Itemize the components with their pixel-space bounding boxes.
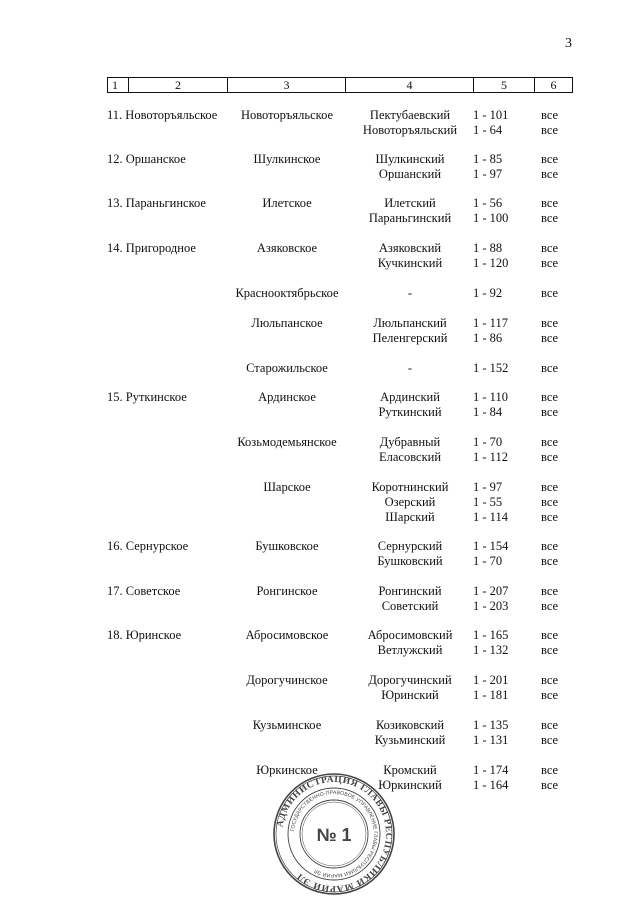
table-row [0, 123, 639, 138]
table-row [0, 480, 639, 495]
scope-cell: все [541, 390, 559, 404]
table-row [0, 584, 639, 599]
locality-cell: Люльпанский [373, 316, 447, 330]
table-row [0, 733, 639, 748]
page-number: 3 [565, 36, 572, 51]
locality-cell: Советский [381, 599, 439, 613]
table-row [0, 435, 639, 450]
scope-cell: все [541, 539, 559, 553]
settlement-cell: Краснооктябрьское [235, 286, 339, 300]
scope-cell: все [541, 495, 559, 509]
scope-cell: все [541, 108, 559, 122]
settlement-cell: Козьмодемьянское [237, 435, 337, 449]
scope-cell: все [541, 763, 559, 777]
range-cell: 1 - 132 [473, 643, 509, 657]
locality-cell: - [407, 286, 413, 300]
locality-cell: Ветлужский [377, 643, 443, 657]
district-cell: 12. Оршанское [107, 152, 186, 166]
scope-cell: все [541, 167, 559, 181]
scope-cell: все [541, 152, 559, 166]
locality-cell: Козиковский [375, 718, 445, 732]
range-cell: 1 - 70 [473, 435, 503, 449]
scope-cell: все [541, 688, 559, 702]
scope-cell: все [541, 256, 559, 270]
scope-cell: все [541, 435, 559, 449]
settlement-cell: Абросимовское [245, 628, 329, 642]
scope-cell: все [541, 628, 559, 642]
district-cell: 16. Сернурское [107, 539, 189, 553]
range-cell: 1 - 203 [473, 599, 509, 613]
settlement-cell: Кузьминское [252, 718, 322, 732]
district-cell: 14. Пригородное [107, 241, 196, 255]
range-cell: 1 - 92 [473, 286, 503, 300]
range-cell: 1 - 55 [473, 495, 503, 509]
locality-cell: Руткинский [378, 405, 442, 419]
range-cell: 1 - 112 [473, 450, 508, 464]
locality-cell: Новоторъяльский [362, 123, 458, 137]
table-row [0, 241, 639, 256]
range-cell: 1 - 135 [473, 718, 509, 732]
table-row [0, 643, 639, 658]
table-row [0, 152, 639, 167]
locality-cell: Кузьминский [374, 733, 446, 747]
locality-cell: Еласовский [378, 450, 442, 464]
table-row [0, 688, 639, 703]
table-row [0, 510, 639, 525]
scope-cell: все [541, 643, 559, 657]
locality-cell: Дубравный [379, 435, 441, 449]
settlement-cell: Люльпанское [251, 316, 323, 330]
district-cell: 17. Советское [107, 584, 181, 598]
locality-cell: Кромский [383, 763, 437, 777]
range-cell: 1 - 97 [473, 167, 503, 181]
range-cell: 1 - 120 [473, 256, 509, 270]
range-cell: 1 - 56 [473, 196, 503, 210]
settlement-cell: Ронгинское [256, 584, 318, 598]
scope-cell: все [541, 554, 559, 568]
scope-cell: все [541, 241, 559, 255]
settlement-cell: Юркинское [256, 763, 318, 777]
district-cell: 13. Параньгинское [107, 196, 206, 210]
scope-cell: все [541, 778, 559, 792]
locality-cell: Сернурский [377, 539, 443, 553]
range-cell: 1 - 164 [473, 778, 509, 792]
settlement-cell: Шулкинское [253, 152, 321, 166]
district-cell: 15. Руткинское [107, 390, 187, 404]
column-header-6: 6 [535, 78, 573, 93]
table-row [0, 628, 639, 643]
table-row [0, 718, 639, 733]
range-cell: 1 - 70 [473, 554, 503, 568]
range-cell: 1 - 100 [473, 211, 509, 225]
settlement-cell: Шарское [263, 480, 311, 494]
table-row [0, 673, 639, 688]
locality-cell: Юркинский [378, 778, 442, 792]
scope-cell: все [541, 480, 559, 494]
locality-cell: Дорогучинский [368, 673, 452, 687]
locality-cell: Юринский [381, 688, 439, 702]
settlement-cell: Ардинское [258, 390, 316, 404]
district-cell: 11. Новоторъяльское [107, 108, 218, 122]
locality-cell: - [407, 361, 413, 375]
scope-cell: все [541, 450, 559, 464]
table-row [0, 539, 639, 554]
table-row [0, 211, 639, 226]
locality-cell: Шулкинский [375, 152, 445, 166]
scope-cell: все [541, 405, 559, 419]
range-cell: 1 - 85 [473, 152, 503, 166]
table-row [0, 331, 639, 346]
table-row [0, 361, 639, 376]
table-row [0, 286, 639, 301]
locality-cell: Коротнинский [371, 480, 449, 494]
scope-cell: все [541, 510, 559, 524]
range-cell: 1 - 88 [473, 241, 503, 255]
svg-text:№ 1: № 1 [316, 825, 352, 845]
scope-cell: все [541, 286, 559, 300]
settlement-cell: Новоторъяльское [240, 108, 334, 122]
scope-cell: все [541, 211, 559, 225]
scope-cell: все [541, 718, 559, 732]
locality-cell: Азяковский [378, 241, 442, 255]
range-cell: 1 - 201 [473, 673, 509, 687]
settlement-cell: Азяковское [256, 241, 318, 255]
range-cell: 1 - 154 [473, 539, 509, 553]
column-header-row [107, 77, 573, 93]
scope-cell: все [541, 584, 559, 598]
range-cell: 1 - 165 [473, 628, 509, 642]
locality-cell: Кучкинский [377, 256, 443, 270]
locality-cell: Ронгинский [378, 584, 442, 598]
svg-text:ГОСУДАРСТВЕННО-ПРАВОВОЕ УПРАВЛ: ГОСУДАРСТВЕННО-ПРАВОВОЕ УПРАВЛЕНИЕ ГЛАВЫ РЕСПУБЛИКИ МАРИЙ ЭЛ [290, 789, 379, 879]
range-cell: 1 - 152 [473, 361, 509, 375]
district-cell: 18. Юринское [107, 628, 182, 642]
locality-cell: Шарский [385, 510, 435, 524]
range-cell: 1 - 110 [473, 390, 508, 404]
table-row [0, 405, 639, 420]
table-row [0, 108, 639, 123]
scope-cell: все [541, 331, 559, 345]
table-row [0, 599, 639, 614]
scope-cell: все [541, 673, 559, 687]
range-cell: 1 - 97 [473, 480, 503, 494]
column-header-5: 5 [474, 78, 535, 93]
range-cell: 1 - 114 [473, 510, 508, 524]
locality-cell: Илетский [384, 196, 436, 210]
range-cell: 1 - 64 [473, 123, 503, 137]
column-header-1: 1 [108, 78, 129, 93]
range-cell: 1 - 86 [473, 331, 503, 345]
table-row [0, 256, 639, 271]
scope-cell: все [541, 361, 559, 375]
settlement-cell: Дорогучинское [246, 673, 328, 687]
settlement-cell: Илетское [262, 196, 312, 210]
locality-cell: Параньгинский [368, 211, 452, 225]
table-row [0, 450, 639, 465]
table-row [0, 167, 639, 182]
range-cell: 1 - 84 [473, 405, 503, 419]
range-cell: 1 - 131 [473, 733, 509, 747]
range-cell: 1 - 174 [473, 763, 509, 777]
range-cell: 1 - 117 [473, 316, 508, 330]
locality-cell: Абросимовский [367, 628, 453, 642]
locality-cell: Озерский [384, 495, 436, 509]
column-header-3: 3 [228, 78, 346, 93]
scope-cell: все [541, 599, 559, 613]
table-row [0, 554, 639, 569]
column-header-4: 4 [346, 78, 474, 93]
locality-cell: Пеленгерский [372, 331, 448, 345]
table-row [0, 316, 639, 331]
locality-cell: Пектубаевский [369, 108, 451, 122]
settlement-cell: Бушковское [255, 539, 319, 553]
range-cell: 1 - 207 [473, 584, 509, 598]
range-cell: 1 - 101 [473, 108, 509, 122]
scope-cell: все [541, 316, 559, 330]
scope-cell: все [541, 733, 559, 747]
locality-cell: Бушковский [377, 554, 443, 568]
settlement-cell: Старожильское [246, 361, 328, 375]
svg-text:АДМИНИСТРАЦИЯ ГЛАВЫ РЕСПУБЛИКИ: АДМИНИСТРАЦИЯ ГЛАВЫ РЕСПУБЛИКИ МАРИЙ ЭЛ [275, 774, 394, 894]
table-row [0, 390, 639, 405]
range-cell: 1 - 181 [473, 688, 509, 702]
column-header-2: 2 [129, 78, 228, 93]
official-seal-stamp [272, 772, 396, 896]
table-row [0, 495, 639, 510]
table-row [0, 196, 639, 211]
locality-cell: Ардинский [380, 390, 440, 404]
scope-cell: все [541, 123, 559, 137]
locality-cell: Оршанский [378, 167, 442, 181]
scope-cell: все [541, 196, 559, 210]
